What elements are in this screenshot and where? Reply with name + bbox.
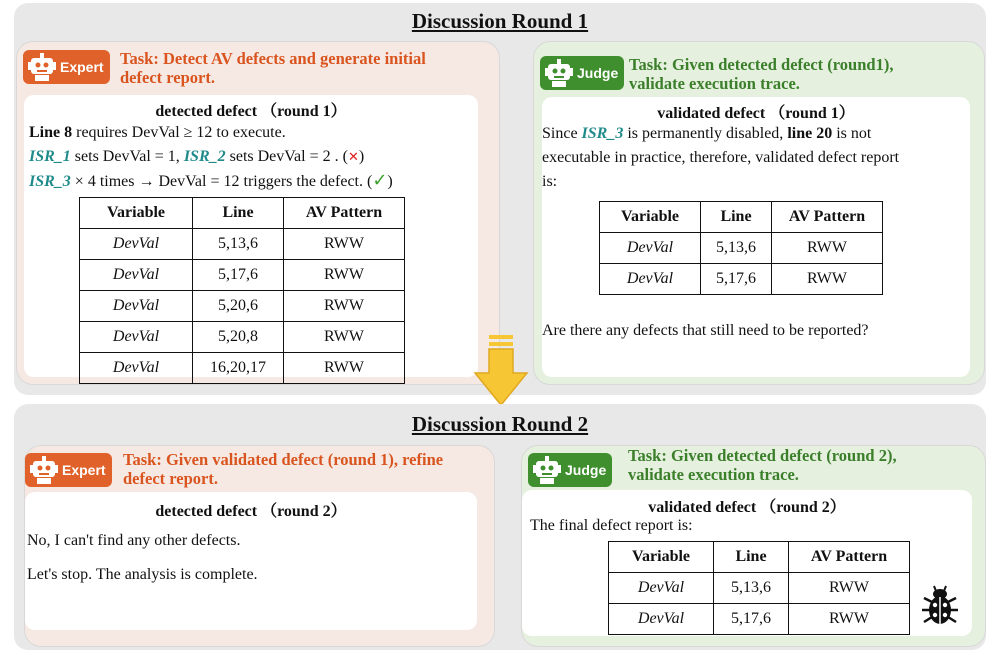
isr12-close: ) <box>358 148 365 165</box>
header-variable: Variable <box>600 202 701 233</box>
cell-pattern: RWW <box>789 604 910 635</box>
expert-badge-label: Expert <box>62 462 106 478</box>
cell-variable: DevVal <box>600 264 701 295</box>
cell-variable: DevVal <box>80 291 193 322</box>
expert-task-line-1: Task: Given validated defect (round 1), refine <box>123 450 444 469</box>
table-header <box>600 202 883 233</box>
final-defect-table <box>608 541 910 635</box>
card-title: validated defect （round 1） <box>657 105 855 122</box>
cell-variable: DevVal <box>609 604 714 635</box>
check-icon: ✓ <box>372 170 388 191</box>
isr-3-label: ISR_3 <box>581 125 624 142</box>
card-title: validated defect （round 2） <box>648 499 846 516</box>
judge-badge-label: Judge <box>577 65 619 81</box>
expert-task-line-1: Task: Detect AV defects and generate initial <box>120 49 426 68</box>
cell-line: 5,13,6 <box>714 573 789 604</box>
cell-line: 5,17,6 <box>701 264 772 295</box>
table-row <box>80 260 405 291</box>
expert-panel-round-2 <box>25 446 494 646</box>
expert-task-line-2: defect report. <box>123 469 218 488</box>
validated-defect-table <box>599 201 883 295</box>
round-2-title: Discussion Round 2 <box>411 412 589 436</box>
judge-task-line-2: validate execution trace. <box>629 74 800 93</box>
header-av-pattern: AV Pattern <box>772 202 883 233</box>
table-row <box>80 322 405 353</box>
table-row <box>600 264 883 295</box>
expert-badge <box>23 50 110 84</box>
table-header <box>80 198 405 229</box>
judge-badge <box>540 56 624 90</box>
remaining-defects-question: Are there any defects that still need to be reported? <box>542 322 869 339</box>
header-line: Line <box>714 542 789 573</box>
robot-icon <box>27 53 57 81</box>
isr-1-label: ISR_1 <box>29 148 71 165</box>
round-1-title: Discussion Round 1 <box>411 9 589 33</box>
down-arrow-icon <box>473 333 529 409</box>
robot-judge-icon <box>544 59 574 87</box>
cell-pattern: RWW <box>772 264 883 295</box>
cell-pattern: RWW <box>789 573 910 604</box>
header-variable: Variable <box>609 542 714 573</box>
isr12-line <box>29 145 364 169</box>
cell-variable: DevVal <box>609 573 714 604</box>
table-row <box>600 233 883 264</box>
expert-badge <box>25 453 112 487</box>
detected-defect-card-round-1 <box>24 95 478 377</box>
header-line: Line <box>701 202 772 233</box>
cell-pattern: RWW <box>284 229 405 260</box>
cell-pattern: RWW <box>284 353 405 384</box>
header-line: Line <box>193 198 284 229</box>
cell-variable: DevVal <box>80 260 193 291</box>
judge-explanation-line-1 <box>542 122 871 145</box>
card-title: detected defect （round 2） <box>155 503 347 520</box>
isr3-line <box>29 169 393 193</box>
table-row <box>609 604 910 635</box>
cell-pattern: RWW <box>284 291 405 322</box>
judge-explanation-line-3: is: <box>542 173 558 190</box>
judge-explanation-line-2: executable in practice, therefore, validated defect report <box>542 149 900 166</box>
bug-icon <box>920 582 960 626</box>
isr12-text-2: sets DevVal = 2 . ( <box>225 148 348 165</box>
cross-icon: ✕ <box>347 150 359 165</box>
line20-label: line 20 <box>787 125 833 142</box>
cell-pattern: RWW <box>772 233 883 264</box>
cell-variable: DevVal <box>600 233 701 264</box>
cell-variable: DevVal <box>80 229 193 260</box>
no-defects-text: No, I can't find any other defects. <box>27 532 241 549</box>
validated-defect-card-round-2 <box>522 490 972 636</box>
detected-defect-table <box>79 197 405 384</box>
validated-defect-card-round-1 <box>542 97 970 377</box>
judge-task-line-1: Task: Given detected defect (round 2), <box>628 446 897 465</box>
judge-task-line-2: validate execution trace. <box>628 465 799 484</box>
judge-task-line-1: Task: Given detected defect (round1), <box>629 55 894 74</box>
isr3-text: × 4 times → DevVal = 12 triggers the defect. ( <box>70 173 373 190</box>
expert-task-line-2: defect report. <box>120 68 215 87</box>
final-report-text: The final defect report is: <box>530 517 693 534</box>
table-row <box>80 229 405 260</box>
table-header <box>609 542 910 573</box>
cell-variable: DevVal <box>80 322 193 353</box>
judge-panel-round-2 <box>522 446 985 646</box>
cell-line: 5,20,8 <box>193 322 284 353</box>
expert-task <box>123 450 443 488</box>
cell-line: 16,20,17 <box>193 353 284 384</box>
cell-line: 5,13,6 <box>701 233 772 264</box>
analysis-complete-text: Let's stop. The analysis is complete. <box>27 566 258 583</box>
judge-task <box>629 55 893 93</box>
disabled-text: is permanently disabled, <box>623 125 788 142</box>
cell-line: 5,20,6 <box>193 291 284 322</box>
header-av-pattern: AV Pattern <box>284 198 405 229</box>
robot-judge-icon <box>532 456 562 484</box>
robot-icon <box>29 456 59 484</box>
table-row <box>80 353 405 384</box>
detected-defect-card-round-2 <box>25 492 477 630</box>
cell-variable: DevVal <box>80 353 193 384</box>
judge-badge <box>528 453 612 487</box>
judge-badge-label: Judge <box>565 462 607 478</box>
discussion-round-2 <box>14 404 986 650</box>
cell-line: 5,17,6 <box>714 604 789 635</box>
cell-pattern: RWW <box>284 322 405 353</box>
line8-text: requires DevVal ≥ 12 to execute. <box>72 124 286 141</box>
since-text: Since <box>542 125 582 142</box>
header-variable: Variable <box>80 198 193 229</box>
expert-task <box>120 49 426 87</box>
table-row <box>80 291 405 322</box>
cell-line: 5,13,6 <box>193 229 284 260</box>
line8-requirement <box>29 121 286 144</box>
not-text: is not <box>832 125 872 142</box>
cell-line: 5,17,6 <box>193 260 284 291</box>
cell-pattern: RWW <box>284 260 405 291</box>
expert-badge-label: Expert <box>60 59 104 75</box>
line8-label: Line 8 <box>29 124 73 141</box>
judge-panel-round-1 <box>534 42 984 384</box>
table-row <box>609 573 910 604</box>
isr-3-label: ISR_3 <box>29 173 71 190</box>
isr12-text-1: sets DevVal = 1, <box>70 148 184 165</box>
isr-2-label: ISR_2 <box>183 148 226 165</box>
expert-panel-round-1 <box>17 42 499 384</box>
card-title: detected defect （round 1） <box>155 103 347 120</box>
judge-task <box>628 446 897 484</box>
isr3-close: ) <box>387 173 393 190</box>
header-av-pattern: AV Pattern <box>789 542 910 573</box>
